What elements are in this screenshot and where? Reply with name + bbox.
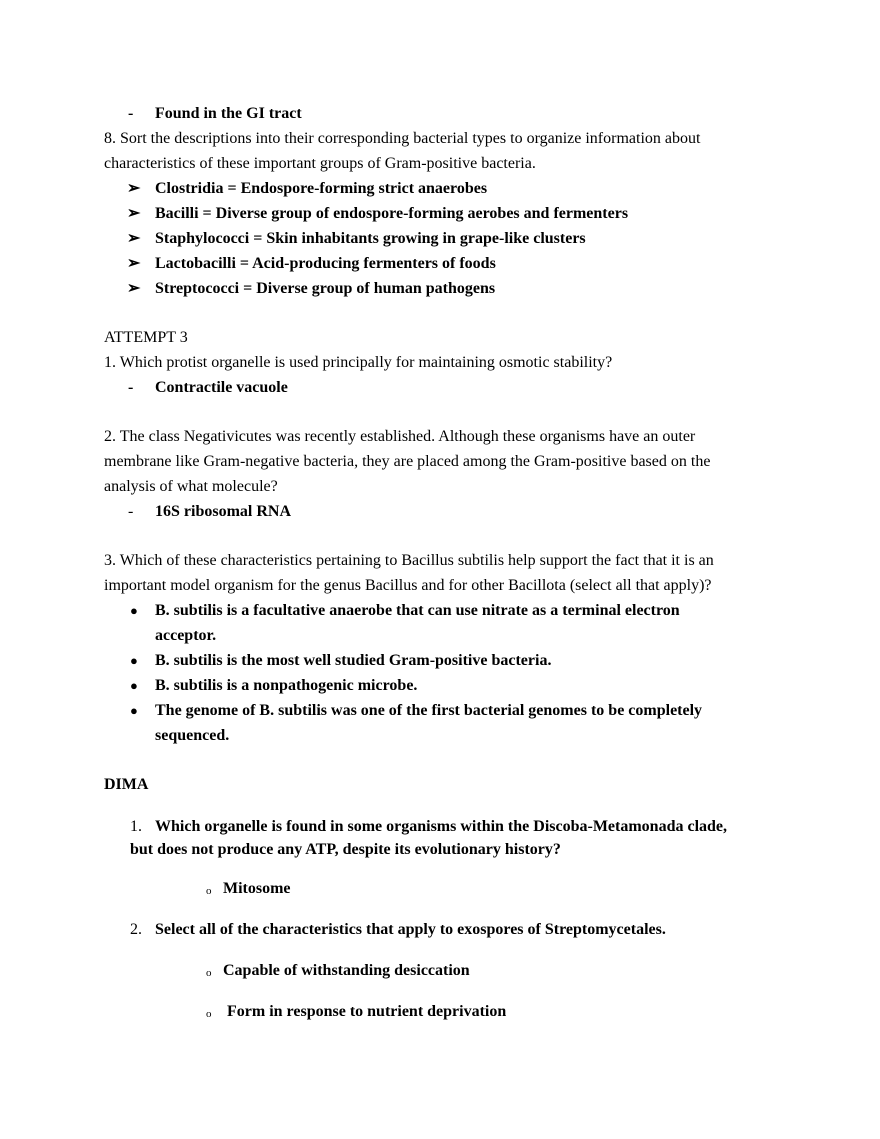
- attempt3-q3-line1: 3. Which of these characteristics pertaining to Bacillus subtilis help support the fact that it is an: [104, 552, 714, 569]
- q8-answer-text: Bacilli = Diverse group of endospore-forming aerobes and fermenters: [155, 205, 629, 222]
- attempt3-q2-line2: membrane like Gram-negative bacteria, they are placed among the Gram-positive based on the: [104, 453, 711, 470]
- bullet-dot-icon: ●: [130, 678, 138, 693]
- q8-text-line2: characteristics of these important groups of Gram-positive bacteria.: [104, 155, 536, 172]
- arrow-bullet-icon: ➢: [127, 180, 141, 197]
- dash-bullet: -: [128, 503, 134, 520]
- question-number: 2.: [130, 921, 142, 938]
- answer-text: The genome of B. subtilis was one of the first bacterial genomes to be completely: [155, 702, 703, 719]
- dash-bullet: -: [128, 105, 134, 122]
- attempt3-q2-line3: analysis of what molecule?: [104, 478, 278, 495]
- question-number: 1.: [130, 818, 142, 835]
- q8-answer-text: Lactobacilli = Acid-producing fermenters of foods: [155, 255, 496, 272]
- answer-text: Form in response to nutrient deprivation: [227, 1003, 507, 1020]
- circle-bullet-icon: o: [206, 885, 212, 897]
- q8-answer-text: Clostridia = Endospore-forming strict anaerobes: [155, 180, 488, 197]
- answer-text: Found in the GI tract: [155, 105, 302, 122]
- question-text: but does not produce any ATP, despite its evolutionary history?: [130, 841, 561, 858]
- dash-bullet: -: [128, 379, 134, 396]
- answer-text: B. subtilis is a nonpathogenic microbe.: [155, 677, 418, 694]
- answer-text: Mitosome: [223, 880, 291, 897]
- answer-text: B. subtilis is a facultative anaerobe that can use nitrate as a terminal electron: [155, 602, 680, 619]
- section-heading-attempt-3: ATTEMPT 3: [104, 329, 188, 346]
- q8-text-line1: 8. Sort the descriptions into their corresponding bacterial types to organize information about: [104, 130, 701, 147]
- arrow-bullet-icon: ➢: [127, 230, 141, 247]
- arrow-bullet-icon: ➢: [127, 280, 141, 297]
- attempt3-q2-line1: 2. The class Negativicutes was recently established. Although these organisms have an outer: [104, 428, 696, 445]
- section-heading-dima: DIMA: [104, 776, 149, 793]
- answer-text: 16S ribosomal RNA: [155, 503, 292, 520]
- bullet-dot-icon: ●: [130, 653, 138, 668]
- arrow-bullet-icon: ➢: [127, 205, 141, 222]
- answer-text: Capable of withstanding desiccation: [223, 962, 470, 979]
- bullet-dot-icon: ●: [130, 603, 138, 618]
- attempt3-q1-question: 1. Which protist organelle is used principally for maintaining osmotic stability?: [104, 354, 613, 371]
- q8-answer-text: Streptococci = Diverse group of human pathogens: [155, 280, 496, 297]
- answer-text: B. subtilis is the most well studied Gram-positive bacteria.: [155, 652, 552, 669]
- attempt3-q3-line2: important model organism for the genus Bacillus and for other Bacillota (select all that apply)?: [104, 577, 712, 594]
- circle-bullet-icon: o: [206, 967, 212, 979]
- arrow-bullet-icon: ➢: [127, 255, 141, 272]
- answer-text: acceptor.: [155, 627, 217, 644]
- q8-answer-text: Staphylococci = Skin inhabitants growing in grape-like clusters: [155, 230, 586, 247]
- question-text: Which organelle is found in some organisms within the Discoba-Metamonada clade,: [155, 818, 728, 835]
- circle-bullet-icon: o: [206, 1008, 212, 1020]
- answer-text: sequenced.: [155, 727, 230, 744]
- bullet-dot-icon: ●: [130, 703, 138, 718]
- answer-text: Contractile vacuole: [155, 379, 288, 396]
- question-text: Select all of the characteristics that apply to exospores of Streptomycetales.: [155, 921, 666, 938]
